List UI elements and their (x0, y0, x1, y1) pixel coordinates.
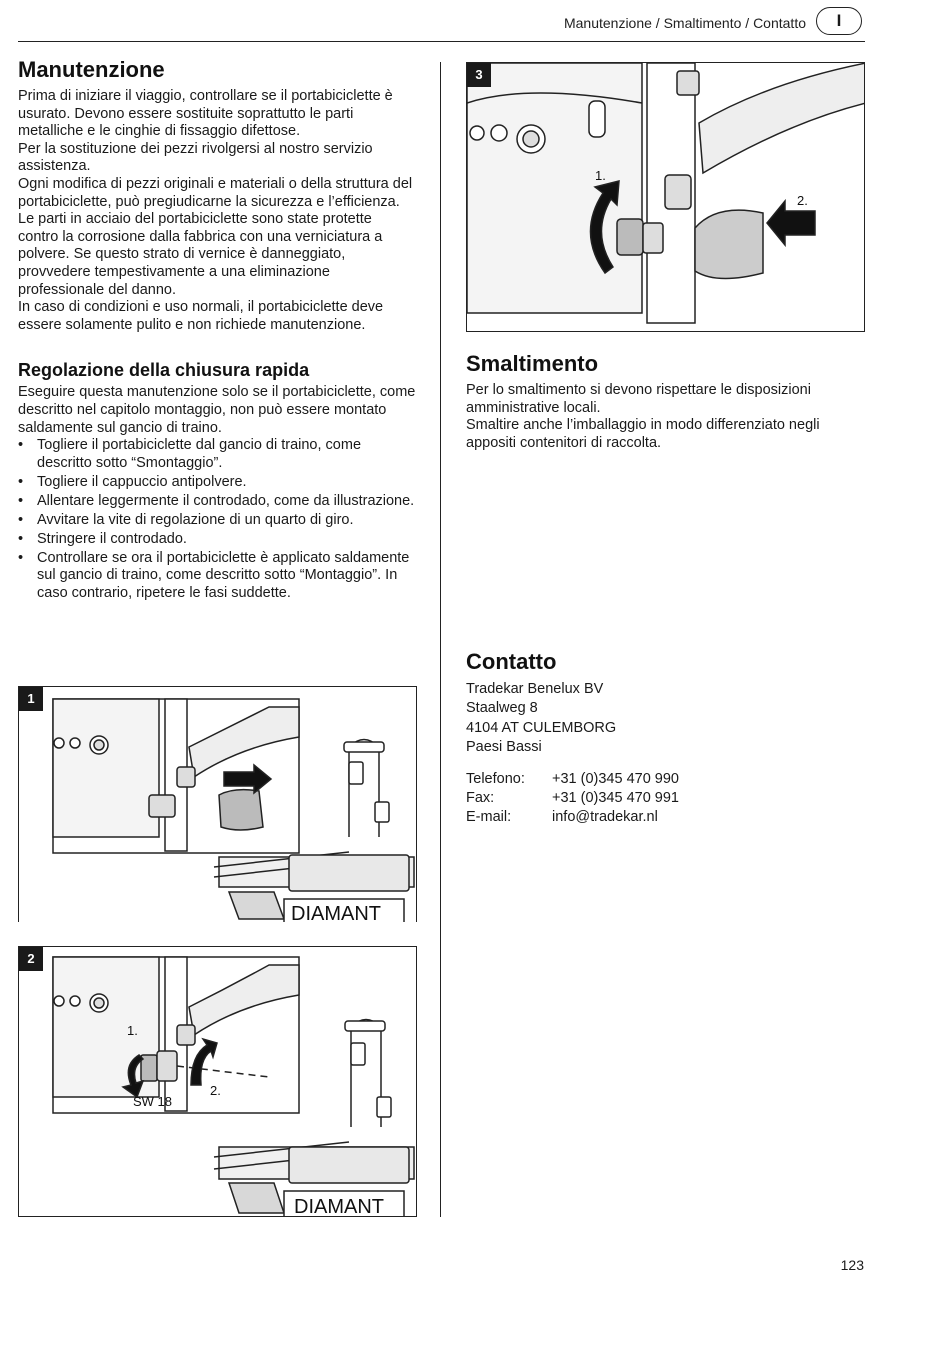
contact-details (466, 770, 679, 828)
contatto-heading: Contatto (466, 649, 557, 674)
figure-2 (18, 946, 417, 1217)
language-badge: I (816, 7, 862, 35)
figure-number: 1 (19, 687, 43, 711)
table-row (466, 789, 679, 808)
manutenzione-paragraph: Prima di iniziare il viaggio, controllare se il portabiciclette è usurato. Devono essere sostituite soprattutto le parti metalliche e le cinghie di fissaggio difettose. (18, 88, 393, 140)
smaltimento-section (466, 350, 866, 452)
contact-address (466, 680, 866, 758)
fax-label: Fax: (466, 790, 495, 807)
country: Paesi Bassi (466, 739, 542, 756)
list-item: • Avvitare la vite di regolazione di un quarto di giro. (18, 512, 416, 530)
manutenzione-paragraph: Ogni modifica di pezzi originali e materiali o della struttura del portabiciclette, può pregiudicarne la sicurezza e l’efficienza. (18, 175, 413, 210)
email-label: E-mail: (466, 809, 512, 826)
header-divider (18, 41, 865, 42)
manutenzione-paragraph: In caso di condizioni e uso normali, il portabiciclette deve essere solamente pulito e non richiede manutenzione. (18, 299, 384, 333)
smaltimento-heading: Smaltimento (466, 351, 599, 376)
list-item: • Stringere il controdado. (18, 531, 416, 549)
company-name: Tradekar Benelux BV (466, 681, 604, 697)
table-row (466, 770, 679, 789)
list-item: • Allentare leggermente il controdado, come da illustrazione. (18, 493, 416, 511)
step-2-label: 2. (210, 1083, 221, 1098)
list-item: • Togliere il portabiciclette dal gancio di traino, come descritto sotto “Smontaggio”. (18, 437, 416, 472)
list-item: • Controllare se ora il portabiciclette è applicato saldamente sul gancio di traino, come descritto sotto “Montaggio”. In caso contrario, ripetere le fasi suddette. (18, 550, 416, 603)
step-2-label: 2. (797, 193, 808, 208)
table-row (466, 808, 679, 827)
phone-value: +31 (0)345 470 990 (552, 770, 679, 787)
smaltimento-paragraph: Per lo smaltimento si devono rispettare le disposizioni amministrative locali. (466, 382, 811, 416)
column-divider (440, 62, 441, 1217)
figure-1 (18, 686, 417, 922)
step-1-label: 1. (127, 1023, 138, 1038)
dust-cap-illustration (467, 63, 865, 332)
left-column (18, 56, 416, 604)
rack-removal-illustration (19, 687, 417, 922)
brand-label: DIAMANT (291, 903, 381, 923)
contatto-section (466, 648, 866, 828)
regolazione-intro: Eseguire questa manutenzione solo se il portabiciclette, come descritto nel capitolo montaggio, non può essere montato saldamente sul gancio di traino. (18, 384, 416, 436)
email-link[interactable]: info@tradekar.nl (552, 809, 658, 826)
manutenzione-paragraph: Per la sostituzione dei pezzi rivolgersi al nostro servizio assistenza. (18, 140, 373, 175)
locknut-adjust-illustration (19, 947, 417, 1217)
smaltimento-paragraph: Smaltire anche l’imballaggio in modo differenziato negli appositi contenitori di raccolta. (466, 417, 820, 451)
fax-value: +31 (0)345 470 991 (552, 790, 679, 807)
page-header-title: Manutenzione / Smaltimento / Contatto (563, 15, 806, 31)
regolazione-steps-list (18, 437, 416, 602)
regolazione-section (18, 358, 416, 602)
street-address: Staalweg 8 (466, 700, 538, 717)
figure-number: 3 (467, 63, 491, 87)
postal-city: 4104 AT CULEMBORG (466, 719, 617, 736)
page-number: 123 (840, 1257, 864, 1273)
manutenzione-paragraph: Le parti in acciaio del portabiciclette sono state protette contro la corrosione dalla fabbrica con una verniciatura a polvere. Se questo strato di vernice è danneggiato, provvedere tempestivamente a una eliminazione professionale del danno. (18, 211, 383, 298)
regolazione-heading: Regolazione della chiusura rapida (18, 360, 310, 381)
manutenzione-section (18, 56, 416, 334)
brand-label: DIAMANT (294, 1196, 384, 1218)
wrench-size-label: SW 18 (133, 1094, 173, 1109)
phone-label: Telefono: (466, 770, 525, 787)
figure-number: 2 (19, 947, 43, 971)
step-1-label: 1. (595, 168, 606, 183)
figure-3 (466, 62, 865, 332)
list-item: • Togliere il cappuccio antipolvere. (18, 474, 416, 492)
manutenzione-heading: Manutenzione (18, 57, 165, 82)
